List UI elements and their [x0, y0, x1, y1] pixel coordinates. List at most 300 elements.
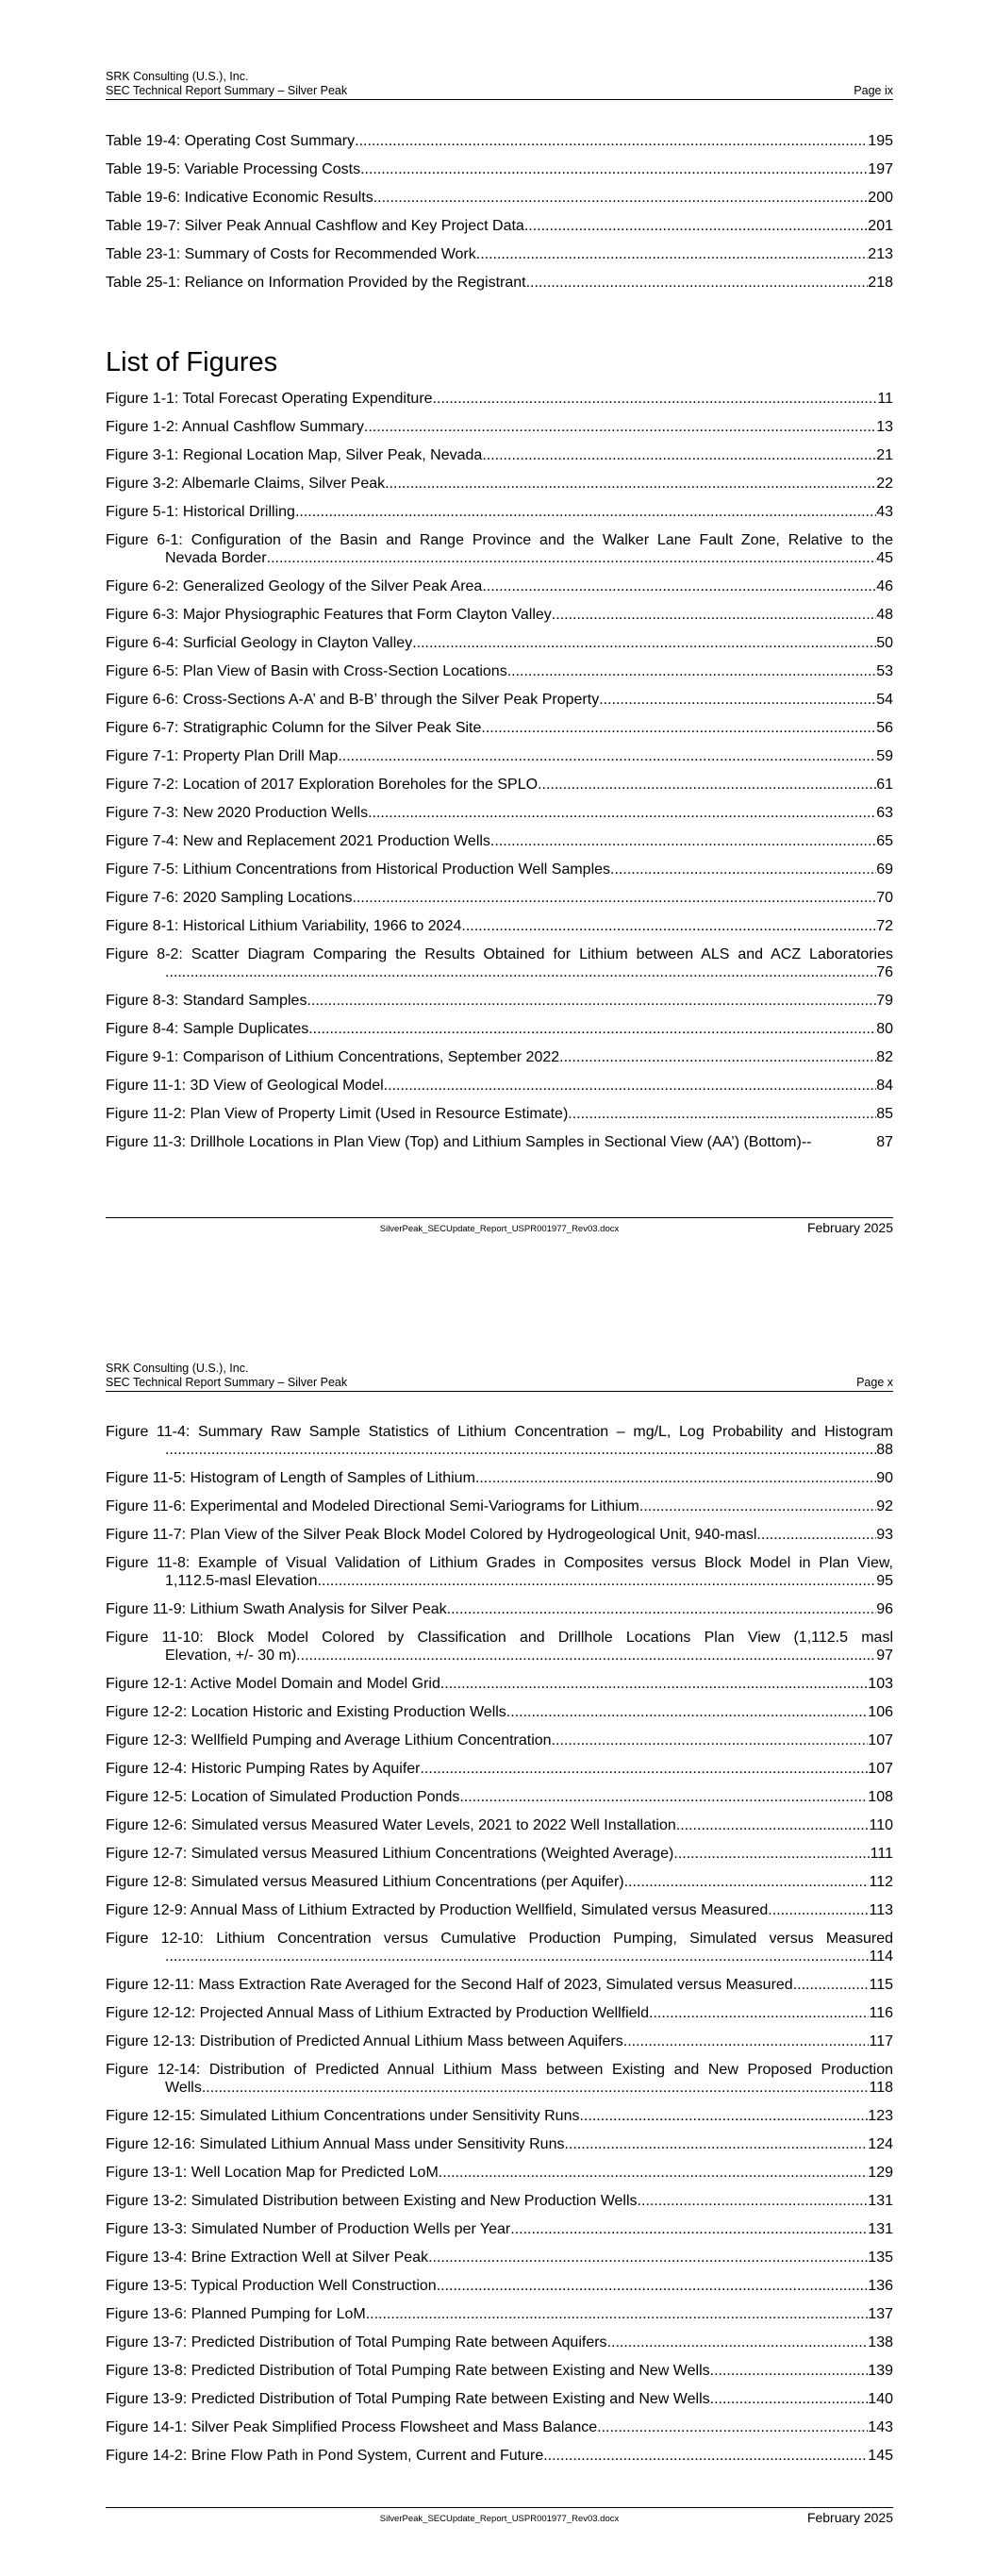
toc-entry-line	[106, 1703, 893, 1721]
toc-page-number: 131	[868, 2221, 893, 2237]
toc-entry-title: Figure 13-6: Planned Pumping for LoM	[106, 2306, 366, 2322]
toc-entry-line	[106, 1976, 893, 1994]
toc-entry[interactable]	[106, 132, 893, 150]
toc-entry-title: Figure 13-1: Well Location Map for Predicted LoM	[106, 2165, 439, 2181]
toc-entry[interactable]	[106, 2447, 893, 2465]
toc-entry[interactable]	[106, 2061, 893, 2097]
toc-entry[interactable]	[106, 160, 893, 178]
toc-entry-title: Figure 12-3: Wellfield Pumping and Average Lithium Concentration	[106, 1732, 552, 1748]
toc-page-number: 65	[876, 833, 893, 849]
toc-page-number: 218	[868, 275, 893, 291]
toc-page-number: 13	[876, 419, 893, 435]
dot-leader	[639, 1497, 876, 1515]
toc-entry-line	[106, 1105, 893, 1123]
toc-entry[interactable]	[106, 189, 893, 207]
dot-leader	[624, 1873, 870, 1891]
toc-entry-line	[106, 2135, 893, 2153]
toc-entry[interactable]	[106, 2135, 893, 2153]
toc-entry-title: Figure 6-2: Generalized Geology of the Silver Peak Area	[106, 578, 483, 594]
dot-leader	[420, 1760, 868, 1778]
toc-page-number: 82	[876, 1049, 893, 1065]
dot-leader	[353, 889, 877, 907]
toc-entry-continuation	[106, 963, 893, 981]
toc-entry-title: Figure 8-1: Historical Lithium Variability, 1966 to 2024	[106, 918, 462, 934]
dot-leader	[506, 1703, 869, 1721]
toc-entry-title-continued: Elevation, +/- 30 m)	[165, 1648, 297, 1664]
header-report-title: SEC Technical Report Summary – Silver Peak	[106, 1376, 348, 1389]
toc-entry[interactable]	[106, 446, 893, 464]
toc-entry-title: Figure 12-1: Active Model Domain and Model Grid	[106, 1676, 440, 1692]
toc-entry[interactable]	[106, 1077, 893, 1095]
dot-leader	[710, 2362, 869, 2380]
page-header	[106, 70, 893, 100]
toc-entry[interactable]	[106, 390, 893, 408]
toc-entry-line	[106, 2164, 893, 2182]
footer-filename: SilverPeak_SECUpdate_Report_USPR001977_Rev03.docx	[379, 1224, 620, 1234]
toc-entry-title: Figure 11-10: Block Model Colored by Classification and Drillhole Locations Plan View (1,112.5 masl	[106, 1630, 893, 1646]
toc-entry-line	[106, 390, 893, 408]
dot-leader	[768, 1901, 869, 1919]
dot-leader	[676, 1816, 870, 1834]
dot-leader	[475, 1469, 876, 1487]
toc-entry-title: Table 19-6: Indicative Economic Results	[106, 190, 373, 206]
toc-entry[interactable]	[106, 992, 893, 1010]
toc-entry-title: Figure 12-11: Mass Extraction Rate Averaged for the Second Half of 2023, Simulated versus Measured	[106, 1977, 793, 1993]
header-report-title: SEC Technical Report Summary – Silver Peak	[106, 84, 348, 97]
dot-leader	[538, 776, 876, 794]
toc-page-number: 135	[868, 2250, 893, 2266]
toc-entry-line	[106, 446, 893, 464]
toc-entry[interactable]	[106, 1629, 893, 1664]
toc-entry-line	[106, 1873, 893, 1891]
toc-entry[interactable]	[106, 2305, 893, 2323]
list-of-figures	[106, 346, 893, 1162]
toc-entry-title-continued: 1,112.5-masl Elevation	[165, 1573, 318, 1589]
toc-entry[interactable]	[106, 1703, 893, 1721]
toc-entry-title: Figure 5-1: Historical Drilling	[106, 504, 295, 520]
toc-entry-title: Figure 6-4: Surficial Geology in Clayton Valley	[106, 635, 413, 651]
toc-entry-line	[106, 1497, 893, 1515]
footer-filename: SilverPeak_SECUpdate_Report_USPR001977_Rev03.docx	[379, 2514, 620, 2524]
toc-entry[interactable]	[106, 2277, 893, 2295]
toc-page-number: 48	[876, 607, 893, 623]
dot-leader	[610, 861, 876, 878]
dot-leader	[296, 1647, 876, 1664]
toc-entry-title: Figure 9-1: Comparison of Lithium Concentrations, September 2022	[106, 1049, 560, 1065]
toc-page-number: 53	[876, 663, 893, 679]
toc-entry[interactable]	[106, 1845, 893, 1863]
dot-leader	[461, 917, 876, 935]
toc-page-number: 140	[868, 2391, 893, 2407]
toc-entry-line	[106, 217, 893, 235]
toc-entry-line	[106, 1675, 893, 1693]
toc-page-number: 139	[868, 2363, 893, 2379]
toc-entry-title: Table 19-4: Operating Cost Summary	[106, 133, 356, 149]
dot-leader	[623, 2032, 870, 2050]
toc-entry[interactable]	[106, 776, 893, 794]
toc-page-number: 50	[876, 635, 893, 651]
toc-entry-title: Figure 11-5: Histogram of Length of Samples of Lithium	[106, 1470, 475, 1486]
toc-entry-line	[106, 992, 893, 1010]
toc-page-number: 80	[876, 1021, 893, 1037]
toc-page-number: 79	[876, 993, 893, 1009]
dot-leader	[338, 747, 876, 765]
toc-entry-title: Table 19-5: Variable Processing Costs	[106, 161, 361, 177]
toc-entry-title: Table 23-1: Summary of Costs for Recommended Work	[106, 246, 476, 262]
toc-entry-line	[106, 634, 893, 652]
toc-entry[interactable]	[106, 861, 893, 878]
dot-leader	[364, 418, 876, 436]
toc-entry[interactable]	[106, 2032, 893, 2050]
toc-entry[interactable]	[106, 2220, 893, 2238]
toc-page-number: 92	[876, 1498, 893, 1514]
toc-page-number: 90	[876, 1470, 893, 1486]
toc-entry[interactable]	[106, 2362, 893, 2380]
toc-entry[interactable]	[106, 1976, 893, 1994]
toc-entry-title: Figure 11-6: Experimental and Modeled Directional Semi-Variograms for Lithium	[106, 1498, 639, 1514]
toc-entry[interactable]	[106, 2249, 893, 2267]
header-page-label: Page x	[856, 1376, 893, 1389]
dot-leader	[368, 804, 876, 822]
toc-entry-title: Figure 1-2: Annual Cashflow Summary	[106, 419, 364, 435]
dot-leader	[295, 503, 876, 521]
dot-leader	[355, 132, 868, 150]
toc-entry-line	[106, 1048, 893, 1066]
toc-entry-line	[106, 2390, 893, 2408]
toc-entry-title: Figure 11-8: Example of Visual Validation of Lithium Grades in Composites versus Block Model in Plan View,	[106, 1555, 893, 1571]
toc-entry[interactable]	[106, 1816, 893, 1834]
toc-entry-line	[106, 2249, 893, 2267]
toc-entry-line	[106, 1469, 893, 1487]
toc-page-number: 45	[876, 550, 893, 566]
dot-leader	[559, 1048, 876, 1066]
toc-page-number: 195	[868, 133, 893, 149]
toc-entry[interactable]	[106, 606, 893, 624]
page-footer	[106, 1217, 893, 1239]
toc-entry[interactable]	[106, 1675, 893, 1693]
toc-entry[interactable]	[106, 945, 893, 981]
toc-entry-title: Figure 11-2: Plan View of Property Limit (Used in Resource Estimate)	[106, 1106, 569, 1122]
dot-leader	[482, 577, 876, 595]
toc-page-number: 118	[869, 2080, 893, 2096]
toc-entry-title: Figure 12-2: Location Historic and Existing Production Wells	[106, 1704, 506, 1720]
toc-entry-title-continued: Nevada Border	[165, 550, 267, 566]
dot-leader	[507, 662, 877, 680]
toc-entry-title: Figure 7-6: 2020 Sampling Locations	[106, 890, 353, 906]
toc-entry-line	[106, 1901, 893, 1919]
toc-entry[interactable]	[106, 1526, 893, 1544]
toc-entry-continuation	[106, 1948, 893, 1965]
dot-leader	[202, 2079, 870, 2097]
toc-page-number: 56	[876, 720, 893, 736]
dot-leader	[597, 2418, 868, 2436]
dot-leader	[756, 1526, 876, 1544]
toc-entry[interactable]	[106, 1600, 893, 1618]
toc-page-number: 95	[876, 1573, 893, 1589]
toc-entry-continuation	[106, 1572, 893, 1590]
toc-page-number: 61	[876, 777, 893, 793]
toc-entry-title: Figure 13-9: Predicted Distribution of Total Pumping Rate between Existing and New Wells	[106, 2391, 710, 2407]
toc-entry[interactable]	[106, 503, 893, 521]
toc-page-number: 123	[868, 2108, 893, 2124]
toc-page-number: 59	[876, 748, 893, 764]
toc-entry-line	[106, 245, 893, 263]
toc-entry-title: Figure 13-5: Typical Production Well Construction	[106, 2278, 437, 2294]
toc-entry-line	[106, 274, 893, 292]
dot-leader	[412, 634, 876, 652]
dot-leader	[385, 475, 876, 493]
toc-entry[interactable]	[106, 2107, 893, 2125]
dot-leader	[165, 963, 876, 981]
dot-leader	[552, 606, 876, 624]
toc-page-number: 43	[876, 504, 893, 520]
toc-page-number: 22	[876, 476, 893, 492]
toc-entry-title: Figure 11-9: Lithium Swath Analysis for Silver Peak	[106, 1601, 447, 1617]
toc-page-number: 87	[876, 1134, 893, 1150]
dot-leader	[543, 2447, 868, 2465]
toc-entry-title: Figure 1-1: Total Forecast Operating Expenditure	[106, 391, 433, 407]
dot-leader	[165, 1441, 876, 1459]
dot-leader	[564, 2135, 868, 2153]
toc-entry-line	[106, 189, 893, 207]
toc-entry-title: Figure 11-3: Drillhole Locations in Plan View (Top) and Lithium Samples in Sectional View (AA’) (Bottom)--	[106, 1134, 812, 1150]
toc-entry[interactable]	[106, 691, 893, 709]
dot-leader	[490, 832, 876, 850]
toc-page-number: 11	[877, 391, 893, 407]
toc-page-number: 124	[868, 2136, 893, 2152]
toc-entry-continuation	[106, 2079, 893, 2097]
toc-entry[interactable]	[106, 1020, 893, 1038]
toc-entry-continuation	[106, 1647, 893, 1664]
toc-entry[interactable]	[106, 245, 893, 263]
toc-entry-title: Figure 13-7: Predicted Distribution of Total Pumping Rate between Aquifers	[106, 2334, 607, 2350]
toc-page-number: 114	[869, 1949, 893, 1965]
toc-entry[interactable]	[106, 1497, 893, 1515]
toc-page-number: 84	[876, 1078, 893, 1094]
toc-page-number: 213	[868, 246, 893, 262]
toc-entry-line	[106, 1600, 893, 1618]
toc-entry[interactable]	[106, 804, 893, 822]
toc-entry-title: Figure 12-4: Historic Pumping Rates by Aquifer	[106, 1761, 421, 1777]
dot-leader	[476, 245, 869, 263]
toc-entry[interactable]	[106, 475, 893, 493]
dot-leader	[439, 2164, 869, 2182]
toc-entry[interactable]	[106, 531, 893, 567]
toc-entry-title: Figure 12-10: Lithium Concentration versus Cumulative Production Pumping, Simulated versus Measured	[106, 1931, 893, 1947]
toc-entry[interactable]	[106, 1048, 893, 1066]
dot-leader	[428, 2249, 868, 2267]
toc-entry[interactable]	[106, 747, 893, 765]
document-page-x	[0, 1293, 995, 2576]
toc-page-number: 112	[869, 1874, 893, 1890]
toc-entry-title: Table 19-7: Silver Peak Annual Cashflow and Key Project Data	[106, 218, 524, 234]
toc-entry-title: Figure 6-1: Configuration of the Basin and Range Province and the Walker Lane Fault Zone, Relative to the	[106, 532, 893, 548]
dot-leader	[308, 1020, 876, 1038]
toc-entry-title: Figure 12-6: Simulated versus Measured Water Levels, 2021 to 2022 Well Installation	[106, 1817, 676, 1833]
toc-entry-line	[106, 418, 893, 436]
toc-entry[interactable]	[106, 917, 893, 935]
toc-entry-title: Figure 11-4: Summary Raw Sample Statistics of Lithium Concentration – mg/L, Log Probability and Histogram	[106, 1424, 893, 1440]
dot-leader	[481, 719, 876, 737]
toc-entry-line	[106, 475, 893, 493]
toc-entry-line	[106, 917, 893, 935]
header-page-label: Page ix	[854, 84, 893, 97]
toc-entry[interactable]	[106, 2333, 893, 2351]
toc-entry[interactable]	[106, 1901, 893, 1919]
toc-entry[interactable]	[106, 217, 893, 235]
toc-entry-title: Figure 13-2: Simulated Distribution between Existing and New Production Wells	[106, 2193, 638, 2209]
toc-page-number: 145	[868, 2448, 893, 2464]
toc-page-number: 201	[868, 218, 893, 234]
toc-entry-title: Figure 14-2: Brine Flow Path in Pond System, Current and Future	[106, 2448, 544, 2464]
toc-entry-line	[106, 832, 893, 850]
toc-entry[interactable]	[106, 2418, 893, 2436]
header-company: SRK Consulting (U.S.), Inc.	[106, 1362, 249, 1375]
toc-page-number: 116	[869, 2005, 893, 2021]
toc-page-number: 108	[868, 1789, 893, 1805]
dot-leader	[307, 992, 876, 1010]
toc-page-number: 197	[868, 161, 893, 177]
toc-entry-line	[106, 577, 893, 595]
toc-entry[interactable]	[106, 1760, 893, 1778]
toc-page-number: 54	[876, 692, 893, 708]
toc-page-number: 21	[876, 447, 893, 463]
toc-entry-line	[106, 2447, 893, 2465]
toc-entry[interactable]	[106, 1873, 893, 1891]
dot-leader	[165, 1948, 869, 1965]
toc-entry-line	[106, 606, 893, 624]
figure-entries	[106, 390, 893, 1151]
toc-page-number: 110	[869, 1817, 893, 1833]
toc-entry-title: Figure 12-5: Location of Simulated Production Ponds	[106, 1789, 460, 1805]
toc-entry-line	[106, 1526, 893, 1544]
toc-page-number: 136	[868, 2278, 893, 2294]
toc-entry-title: Figure 7-3: New 2020 Production Wells	[106, 805, 369, 821]
toc-entry[interactable]	[106, 274, 893, 292]
toc-page-number: 106	[868, 1704, 893, 1720]
toc-entry[interactable]	[106, 1133, 893, 1151]
dot-leader	[579, 2107, 868, 2125]
dot-leader	[552, 1731, 869, 1749]
dot-leader	[649, 2004, 869, 2022]
toc-entry-line	[106, 2277, 893, 2295]
toc-entry[interactable]	[106, 634, 893, 652]
toc-page-number: 113	[869, 1902, 893, 1918]
toc-page-number: 138	[868, 2334, 893, 2350]
toc-entry[interactable]	[106, 1554, 893, 1590]
toc-entry[interactable]	[106, 1105, 893, 1123]
toc-entry[interactable]	[106, 719, 893, 737]
toc-entry[interactable]	[106, 2004, 893, 2022]
toc-entry[interactable]	[106, 2192, 893, 2210]
toc-entry-continuation	[106, 1441, 893, 1459]
toc-entry-line	[106, 2362, 893, 2380]
toc-entry-title: Figure 12-7: Simulated versus Measured Lithium Concentrations (Weighted Average)	[106, 1846, 674, 1862]
dot-leader	[673, 1845, 870, 1863]
toc-entry[interactable]	[106, 1930, 893, 1965]
toc-entry-title: Figure 8-3: Standard Samples	[106, 993, 307, 1009]
toc-entry-title: Figure 12-9: Annual Mass of Lithium Extracted by Production Wellfield, Simulated versus Measured	[106, 1902, 769, 1918]
list-of-figures-title: List of Figures	[106, 347, 278, 377]
toc-entry[interactable]	[106, 2164, 893, 2182]
toc-entry-line	[106, 2305, 893, 2323]
toc-page-number: 107	[868, 1732, 893, 1748]
dot-leader	[607, 2333, 869, 2351]
toc-entry[interactable]	[106, 662, 893, 680]
toc-entry-title: Figure 11-7: Plan View of the Silver Peak Block Model Colored by Hydrogeological Unit, 940-masl	[106, 1527, 757, 1543]
toc-page-number: 129	[868, 2165, 893, 2181]
toc-entry-line	[106, 1020, 893, 1038]
toc-page-number: 96	[876, 1601, 893, 1617]
dot-leader	[373, 189, 869, 207]
toc-entry-title: Figure 12-15: Simulated Lithium Concentrations under Sensitivity Runs	[106, 2108, 580, 2124]
toc-entry[interactable]	[106, 832, 893, 850]
dot-leader	[440, 1675, 868, 1693]
toc-entry[interactable]	[106, 1731, 893, 1749]
toc-entry-line	[106, 2220, 893, 2238]
dot-leader	[710, 2390, 869, 2408]
toc-entry-title: Figure 7-1: Property Plan Drill Map	[106, 748, 339, 764]
toc-entry-line	[106, 691, 893, 709]
toc-entry-line	[106, 1133, 893, 1151]
toc-page-number: 88	[876, 1442, 893, 1458]
toc-entry-title: Figure 11-1: 3D View of Geological Model	[106, 1078, 384, 1094]
toc-entry-title: Figure 6-5: Plan View of Basin with Cross-Section Locations	[106, 663, 507, 679]
toc-entry-title: Figure 12-16: Simulated Lithium Annual Mass under Sensitivity Runs	[106, 2136, 565, 2152]
toc-entry-title: Figure 13-3: Simulated Number of Production Wells per Year	[106, 2221, 511, 2237]
toc-entry[interactable]	[106, 1788, 893, 1806]
toc-entry-line	[106, 889, 893, 907]
dot-leader	[793, 1976, 870, 1994]
toc-entry-line	[106, 1816, 893, 1834]
toc-page-number: 63	[876, 805, 893, 821]
toc-page-number: 93	[876, 1527, 893, 1543]
toc-page-number: 117	[869, 2033, 893, 2049]
dot-leader	[437, 2277, 869, 2295]
toc-entry-title: Figure 6-6: Cross-Sections A-A’ and B-B’ through the Silver Peak Property	[106, 692, 600, 708]
toc-entry[interactable]	[106, 1423, 893, 1459]
footer-date: February 2025	[806, 2510, 893, 2525]
header-company: SRK Consulting (U.S.), Inc.	[106, 70, 249, 83]
dot-leader	[638, 2192, 869, 2210]
toc-entry-line	[106, 2418, 893, 2436]
toc-entry-line	[106, 1788, 893, 1806]
dot-leader	[568, 1105, 876, 1123]
toc-entry-title: Figure 8-2: Scatter Diagram Comparing the Results Obtained for Lithium between ALS and ACZ Laboratories	[106, 946, 893, 962]
toc-entry[interactable]	[106, 577, 893, 595]
toc-page-number: 107	[868, 1761, 893, 1777]
toc-page-number: 137	[868, 2306, 893, 2322]
toc-entry-line	[106, 719, 893, 737]
toc-page-number: 69	[876, 861, 893, 878]
toc-entry-title: Figure 13-8: Predicted Distribution of Total Pumping Rate between Existing and New Wells	[106, 2363, 710, 2379]
toc-page-number: 46	[876, 578, 893, 594]
toc-entry-line	[106, 1845, 893, 1863]
toc-entry-title-continued: Wells	[165, 2080, 202, 2096]
toc-entry[interactable]	[106, 2390, 893, 2408]
dot-leader	[482, 446, 876, 464]
toc-entry-line	[106, 2333, 893, 2351]
toc-entry-line	[106, 503, 893, 521]
toc-entry[interactable]	[106, 1469, 893, 1487]
toc-entry-title: Figure 12-14: Distribution of Predicted Annual Lithium Mass between Existing and New Proposed Production	[106, 2062, 893, 2078]
toc-entry[interactable]	[106, 889, 893, 907]
toc-entry-line	[106, 804, 893, 822]
toc-entry-line	[106, 747, 893, 765]
dot-leader	[524, 217, 868, 235]
toc-entry[interactable]	[106, 418, 893, 436]
footer-date: February 2025	[806, 1220, 893, 1235]
